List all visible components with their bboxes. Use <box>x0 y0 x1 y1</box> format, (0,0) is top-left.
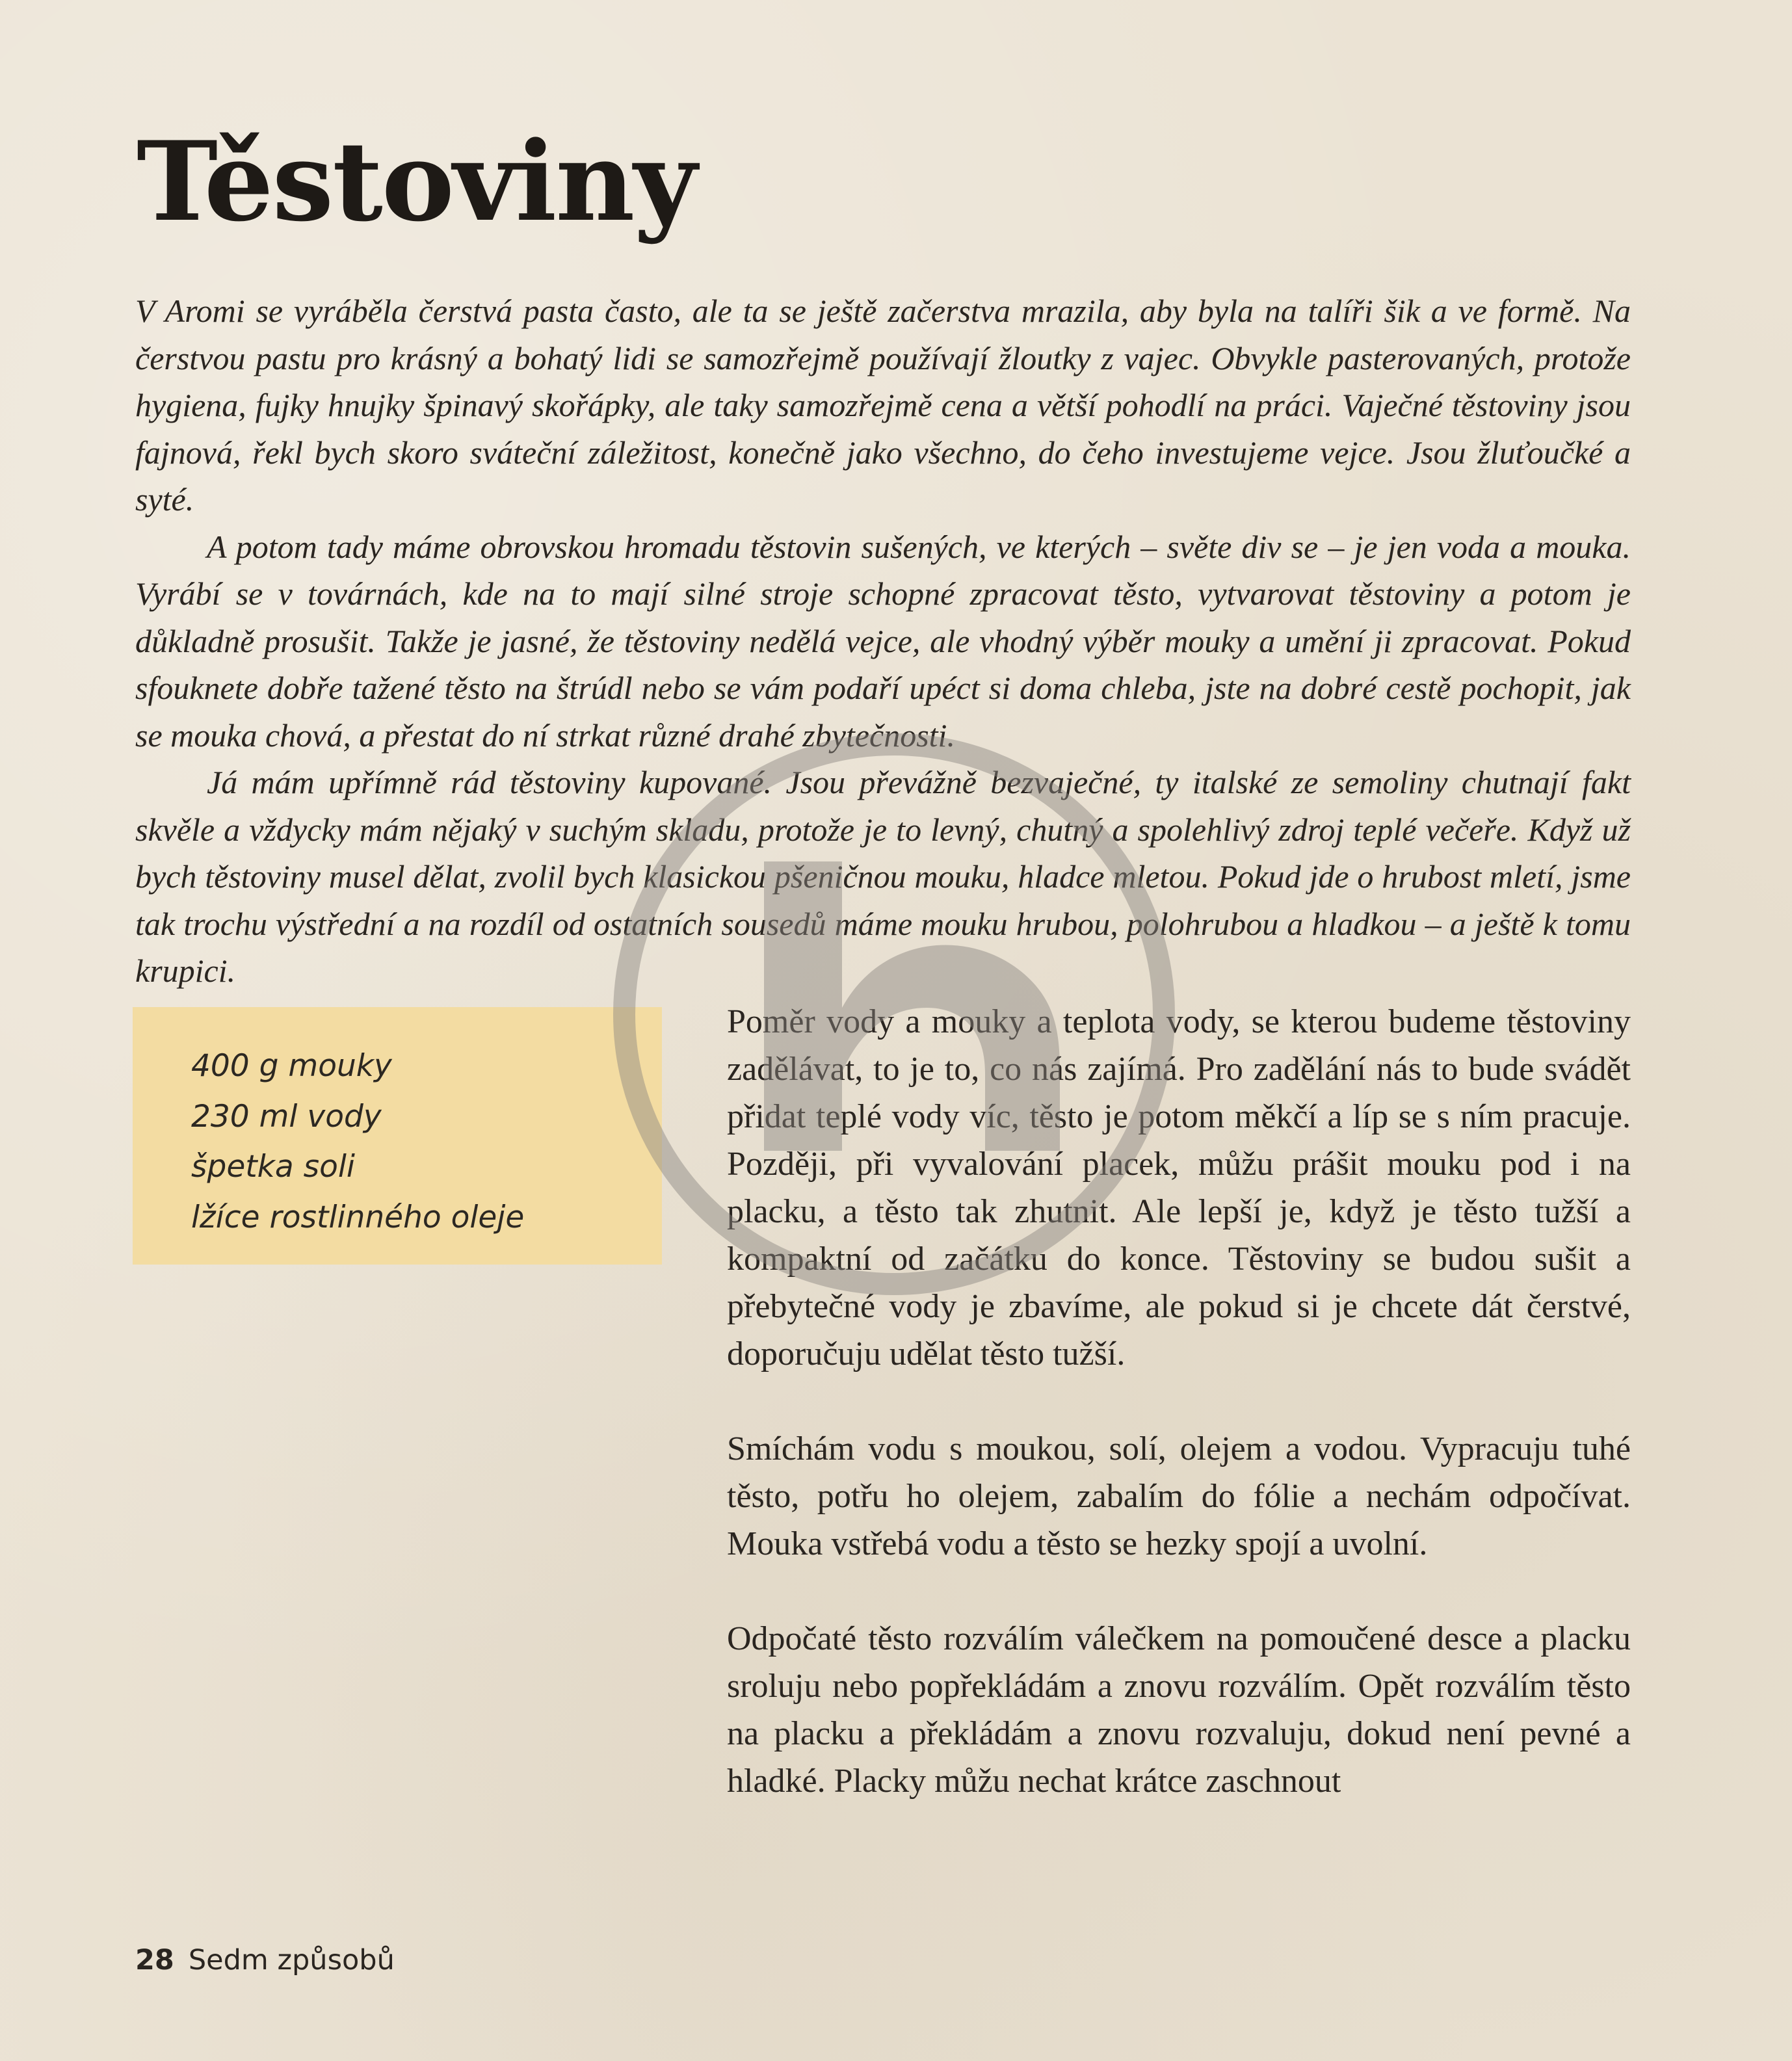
method-paragraph: Poměr vody a mouky a teplota vody, se kterou budeme těstoviny zadělávat, to je to, co nás zajímá. Pro zadělání nás to bude svádět přidat teplé vody víc, těsto je potom měkčí a líp se s ním pracuje. Později, při vyvalování placek, můžu prášit mouku pod i na placku, a těsto tak zhutnit. Ale lepší je, když je těsto tužší a kompaktní od začátku do konce. Těstoviny se budou sušit a přebytečné vody je zbavíme, ale pokud si je chcete dát čerstvé, doporučuju udělat těsto tužší. <box>727 1003 1631 1372</box>
page-footer <box>135 1944 395 1976</box>
ingredient-item: lžíce rostlinného oleje <box>191 1199 525 1235</box>
method-paragraph: Odpočaté těsto rozválím válečkem na pomoučené desce a placku sroluju nebo popřekládám a znovu rozválím. Opět rozválím těsto na placku a překládám a znovu rozvaluju, dokud není pevné a hladké. Placky můžu nechat krátce zaschnout <box>727 1620 1631 1800</box>
ingredient-item: 400 g mouky <box>191 1048 392 1084</box>
intro-text <box>135 287 1631 995</box>
ingredient-item: 230 ml vody <box>191 1098 382 1135</box>
intro-paragraph: Já mám upřímně rád těstoviny kupované. Jsou převážně bezvaječné, ty italské ze semoliny chutnají fakt skvěle a vždycky mám nějaký v suchým skladu, protože je to levný, chutný a spolehlivý zdroj teplé večeře. Když už bych těstoviny musel dělat, zvolil bych klasickou pšeničnou mouku, hladce mletou. Pokud jde o hrubost mletí, jsme tak trochu výstřední a na rozdíl od ostatních sousedů máme mouku hrubou, polohrubou a hladkou – a ještě k tomu krupici. <box>135 764 1631 989</box>
intro-paragraph: A potom tady máme obrovskou hromadu těstovin sušených, ve kterých – světe div se – je jen voda a mouka. Vyrábí se v továrnách, kde na to mají silné stroje schopné zpracovat těsto, vytvarovat těstoviny a potom je důkladně prosušit. Takže je jasné, že těstoviny nedělá vejce, ale vhodný výběr mouky a umění ji zpracovat. Pokud sfouknete dobře tažené těsto na štrúdl nebo se vám podaří upéct si doma chleba, jste na dobré cestě pochopit, jak se mouka chová, a přestat do ní strkat různé drahé zbytečnosti. <box>135 528 1631 754</box>
ingredient-item: špetka soli <box>191 1149 355 1185</box>
section-name: Sedm způsobů <box>188 1944 395 1976</box>
page-title: Těstoviny <box>137 117 696 246</box>
page-number: 28 <box>135 1944 174 1976</box>
intro-paragraph: V Aromi se vyráběla čerstvá pasta často, ale ta se ještě začerstva mrazila, aby byla na talíři šik a ve formě. Na čerstvou pastu pro krásný a bohatý lidi se samozřejmě používají žloutky z vajec. Obvykle pasterovaných, protože hygiena, fujky hnujky špinavý skořápky, ale taky samozřejmě cena a větší pohodlí na práci. Vaječné těstoviny jsou fajnová, řekl bych skoro sváteční záležitost, konečně jako všechno, do čeho investujeme vejce. Jsou žluťoučké a syté. <box>135 293 1631 518</box>
ingredients-box <box>133 1007 662 1265</box>
method-paragraph: Smíchám vodu s moukou, solí, olejem a vodou. Vypracuju tuhé těsto, potřu ho olejem, zabalím do fólie a nechám odpočívat. Mouka vstřebá vodu a těsto se hezky spojí a uvolní. <box>727 1430 1631 1562</box>
method-text <box>727 998 1631 1852</box>
